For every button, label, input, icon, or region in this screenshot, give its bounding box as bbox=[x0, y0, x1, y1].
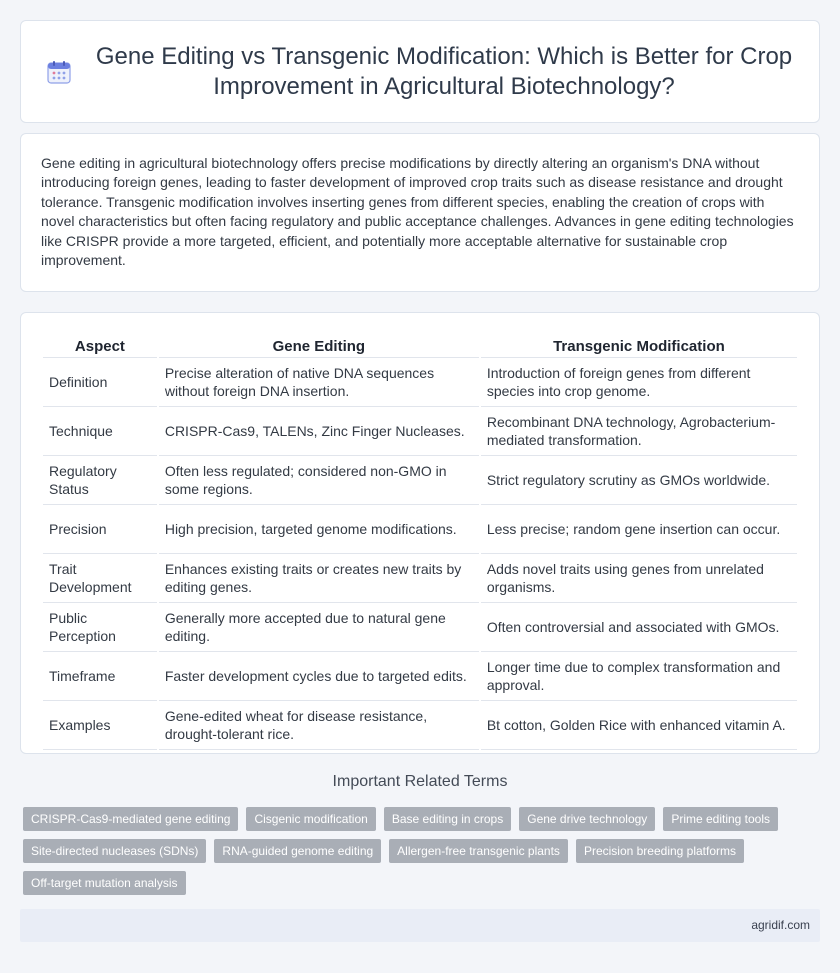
row-aspect: Definition bbox=[43, 358, 157, 407]
row-gene-editing: Enhances existing traits or creates new traits by editing genes. bbox=[159, 554, 479, 603]
term-tag[interactable]: RNA-guided genome editing bbox=[214, 839, 381, 863]
row-aspect: Technique bbox=[43, 407, 157, 456]
table-row bbox=[43, 554, 797, 603]
table-header-row bbox=[43, 333, 797, 358]
footer-site-link[interactable]: agridif.com bbox=[751, 918, 810, 932]
row-gene-editing: High precision, targeted genome modifications. bbox=[159, 505, 479, 554]
table-row bbox=[43, 603, 797, 652]
row-transgenic: Less precise; random gene insertion can occur. bbox=[481, 505, 797, 554]
term-tag[interactable]: Gene drive technology bbox=[519, 807, 655, 831]
row-transgenic: Bt cotton, Golden Rice with enhanced vitamin A. bbox=[481, 701, 797, 750]
comparison-table bbox=[41, 333, 799, 750]
row-transgenic: Adds novel traits using genes from unrelated organisms. bbox=[481, 554, 797, 603]
page-title: Gene Editing vs Transgenic Modification: Which is Better for Crop Improvement in Agricultural Biotechnology? bbox=[95, 42, 793, 100]
table-row bbox=[43, 358, 797, 407]
row-gene-editing: Generally more accepted due to natural gene editing. bbox=[159, 603, 479, 652]
table-row bbox=[43, 652, 797, 701]
column-header-aspect: Aspect bbox=[43, 333, 157, 358]
row-transgenic: Recombinant DNA technology, Agrobacterium-mediated transformation. bbox=[481, 407, 797, 456]
table-row bbox=[43, 505, 797, 554]
row-transgenic: Longer time due to complex transformation and approval. bbox=[481, 652, 797, 701]
column-header-gene-editing: Gene Editing bbox=[159, 333, 479, 358]
term-tag[interactable]: Cisgenic modification bbox=[246, 807, 375, 831]
row-aspect: Trait Development bbox=[43, 554, 157, 603]
comparison-table-card bbox=[20, 312, 820, 754]
row-transgenic: Often controversial and associated with GMOs. bbox=[481, 603, 797, 652]
row-aspect: Regulatory Status bbox=[43, 456, 157, 505]
row-gene-editing: Faster development cycles due to targeted edits. bbox=[159, 652, 479, 701]
row-aspect: Precision bbox=[43, 505, 157, 554]
row-gene-editing: Gene-edited wheat for disease resistance, drought-tolerant rice. bbox=[159, 701, 479, 750]
row-aspect: Public Perception bbox=[43, 603, 157, 652]
table-row bbox=[43, 456, 797, 505]
term-tag[interactable]: Allergen-free transgenic plants bbox=[389, 839, 568, 863]
row-gene-editing: Often less regulated; considered non-GMO in some regions. bbox=[159, 456, 479, 505]
intro-paragraph: Gene editing in agricultural biotechnology offers precise modifications by directly altering an organism's DNA without introducing foreign genes, leading to faster development of improved crop traits such as disease resistance and drought tolerance. Transgenic modification involves inserting genes from different species, enabling the creation of crops with novel characteristics but often facing regulatory and public acceptance challenges. Advances in gene editing technologies like CRISPR provide a more targeted, efficient, and potentially more acceptable alternative for sustainable crop improvement. bbox=[41, 155, 794, 269]
row-transgenic: Strict regulatory scrutiny as GMOs worldwide. bbox=[481, 456, 797, 505]
related-terms-list bbox=[23, 807, 823, 895]
row-gene-editing: CRISPR-Cas9, TALENs, Zinc Finger Nucleases. bbox=[159, 407, 479, 456]
term-tag[interactable]: Precision breeding platforms bbox=[576, 839, 744, 863]
row-transgenic: Introduction of foreign genes from different species into crop genome. bbox=[481, 358, 797, 407]
table-row bbox=[43, 407, 797, 456]
intro-card bbox=[20, 133, 820, 292]
term-tag[interactable]: Prime editing tools bbox=[663, 807, 778, 831]
row-aspect: Examples bbox=[43, 701, 157, 750]
table-row bbox=[43, 701, 797, 750]
term-tag[interactable]: CRISPR-Cas9-mediated gene editing bbox=[23, 807, 238, 831]
term-tag[interactable]: Off-target mutation analysis bbox=[23, 871, 186, 895]
column-header-transgenic: Transgenic Modification bbox=[481, 333, 797, 358]
related-terms-heading: Important Related Terms bbox=[332, 773, 508, 790]
title-wrap bbox=[16, 42, 824, 102]
term-tag[interactable]: Site-directed nucleases (SDNs) bbox=[23, 839, 206, 863]
footer bbox=[20, 909, 820, 942]
calendar-icon bbox=[46, 59, 72, 85]
row-gene-editing: Precise alteration of native DNA sequences without foreign DNA insertion. bbox=[159, 358, 479, 407]
term-tag[interactable]: Base editing in crops bbox=[384, 807, 511, 831]
row-aspect: Timeframe bbox=[43, 652, 157, 701]
title-card bbox=[20, 20, 820, 123]
